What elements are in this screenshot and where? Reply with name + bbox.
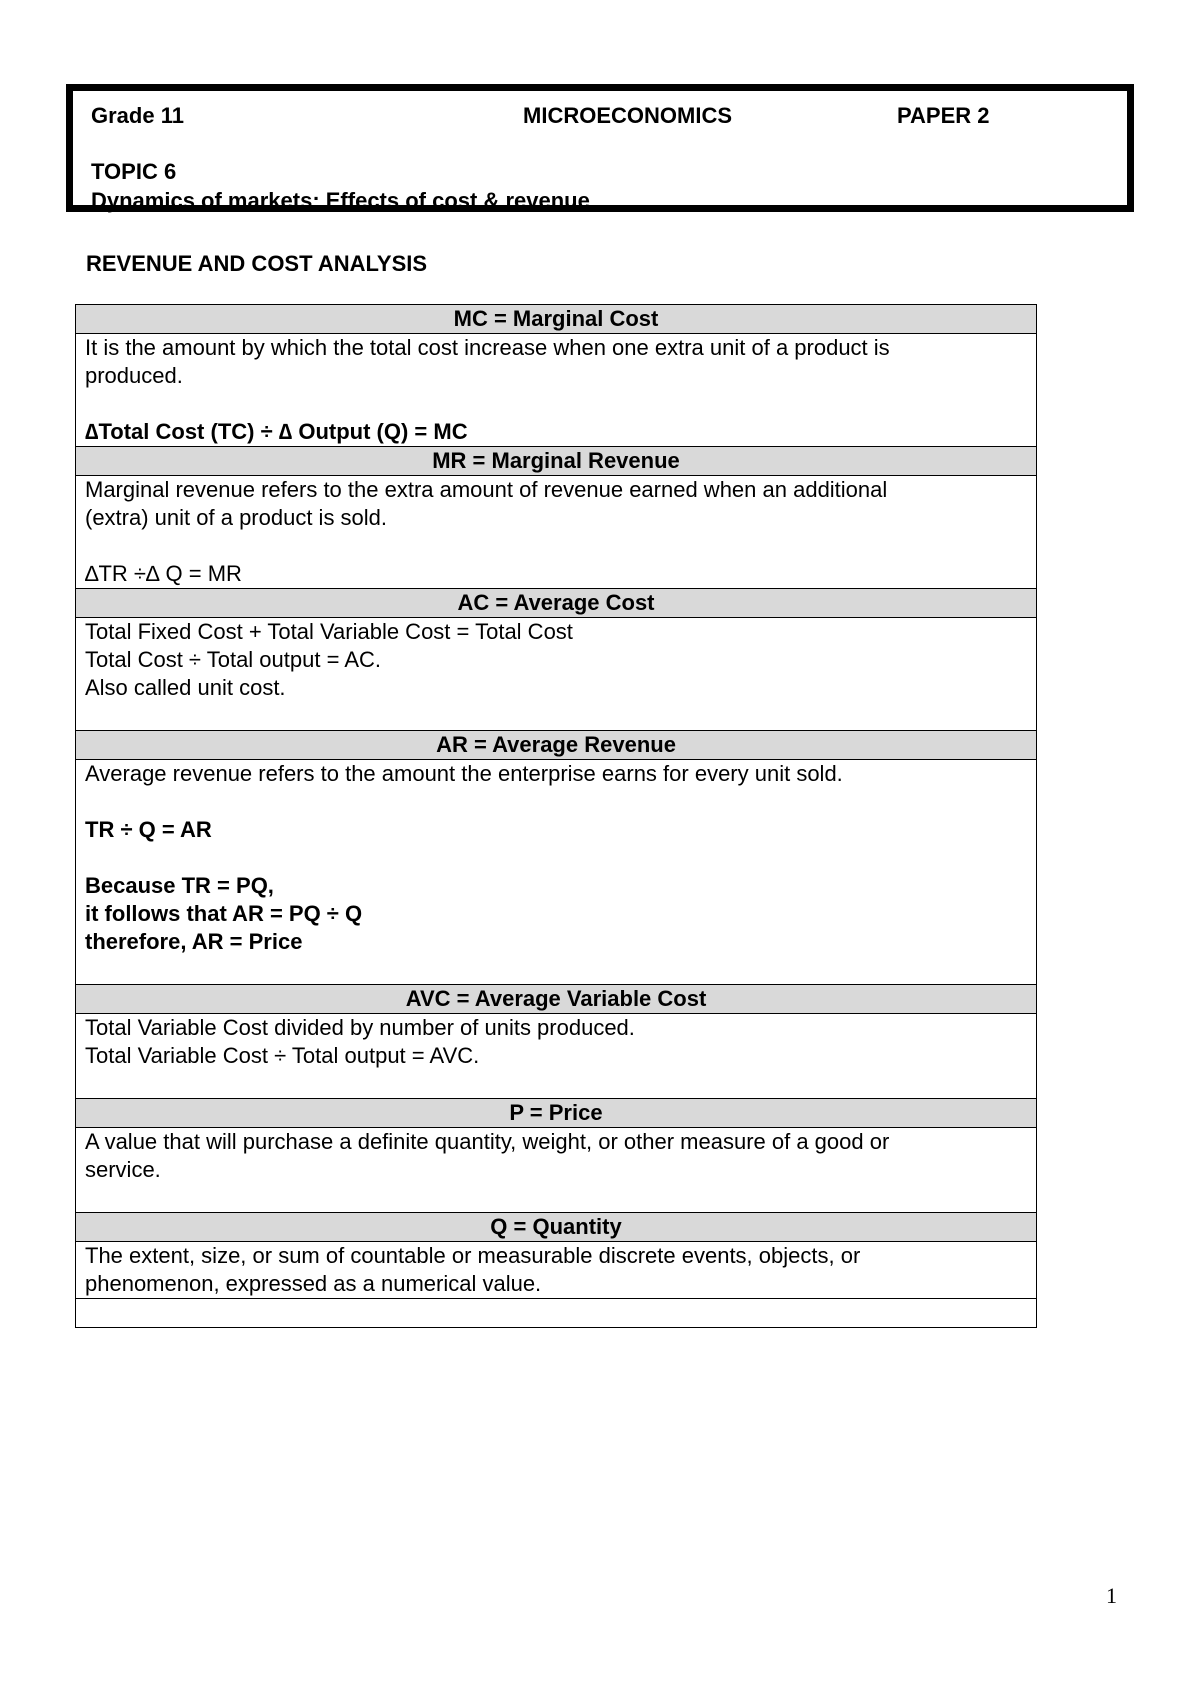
ar-because-1: Because TR = PQ, bbox=[85, 873, 274, 898]
ar-heading-row bbox=[76, 731, 1037, 760]
ac-heading: AC = Average Cost bbox=[76, 589, 1037, 618]
ar-body-row bbox=[76, 760, 1037, 985]
paper-label: PAPER 2 bbox=[897, 103, 990, 128]
q-body-row bbox=[76, 1242, 1037, 1299]
p-heading: P = Price bbox=[76, 1099, 1037, 1128]
mc-line2: produced. bbox=[85, 363, 183, 388]
subject-label: MICROECONOMICS bbox=[523, 103, 732, 128]
avc-line2: Total Variable Cost ÷ Total output = AVC. bbox=[85, 1043, 480, 1068]
mr-body bbox=[76, 476, 1037, 589]
mc-heading: MC = Marginal Cost bbox=[76, 305, 1037, 334]
mc-line1: It is the amount by which the total cost increase when one extra unit of a product is bbox=[85, 335, 890, 360]
ac-line3: Also called unit cost. bbox=[85, 675, 286, 700]
ar-line1: Average revenue refers to the amount the enterprise earns for every unit sold. bbox=[85, 761, 843, 786]
avc-body-row bbox=[76, 1014, 1037, 1099]
ac-heading-row bbox=[76, 589, 1037, 618]
avc-body bbox=[76, 1014, 1037, 1099]
empty-row bbox=[76, 1299, 1037, 1328]
mr-body-row bbox=[76, 476, 1037, 589]
mc-formula: ∆Total Cost (TC) ÷ ∆ Output (Q) = MC bbox=[85, 419, 468, 444]
avc-line1: Total Variable Cost divided by number of units produced. bbox=[85, 1015, 635, 1040]
header-box bbox=[66, 84, 1134, 212]
topic-title: Dynamics of markets: Effects of cost & revenue bbox=[91, 188, 590, 213]
avc-heading: AVC = Average Variable Cost bbox=[76, 985, 1037, 1014]
ar-because-2: it follows that AR = PQ ÷ Q bbox=[85, 901, 363, 926]
header-row bbox=[91, 103, 1109, 129]
definitions-table bbox=[75, 304, 1037, 1328]
avc-heading-row bbox=[76, 985, 1037, 1014]
q-line1: The extent, size, or sum of countable or measurable discrete events, objects, or bbox=[85, 1243, 861, 1268]
p-line1: A value that will purchase a definite quantity, weight, or other measure of a good or bbox=[85, 1129, 890, 1154]
p-body bbox=[76, 1128, 1037, 1213]
topic-label: TOPIC 6 bbox=[91, 159, 177, 184]
p-body-row bbox=[76, 1128, 1037, 1213]
mr-line2: (extra) unit of a product is sold. bbox=[85, 505, 388, 530]
mr-line1: Marginal revenue refers to the extra amount of revenue earned when an additional bbox=[85, 477, 888, 502]
mc-body-row bbox=[76, 334, 1037, 447]
section-title: REVENUE AND COST ANALYSIS bbox=[86, 251, 428, 276]
q-heading: Q = Quantity bbox=[76, 1213, 1037, 1242]
ac-body-row bbox=[76, 618, 1037, 731]
mc-body bbox=[76, 334, 1037, 447]
q-line2: phenomenon, expressed as a numerical value. bbox=[85, 1271, 542, 1296]
q-heading-row bbox=[76, 1213, 1037, 1242]
q-body bbox=[76, 1242, 1037, 1299]
grade-label: Grade 11 bbox=[91, 103, 184, 128]
ar-heading: AR = Average Revenue bbox=[76, 731, 1037, 760]
ac-line2: Total Cost ÷ Total output = AC. bbox=[85, 647, 382, 672]
mr-heading-row bbox=[76, 447, 1037, 476]
ar-formula: TR ÷ Q = AR bbox=[85, 817, 212, 842]
p-heading-row bbox=[76, 1099, 1037, 1128]
ac-body bbox=[76, 618, 1037, 731]
mr-heading: MR = Marginal Revenue bbox=[76, 447, 1037, 476]
ac-line1: Total Fixed Cost + Total Variable Cost = Total Cost bbox=[85, 619, 573, 644]
mr-formula: ∆TR ÷∆ Q = MR bbox=[85, 561, 242, 586]
empty-cell bbox=[76, 1299, 1037, 1328]
mc-heading-row bbox=[76, 305, 1037, 334]
ar-body bbox=[76, 760, 1037, 985]
p-line2: service. bbox=[85, 1157, 161, 1182]
page-number: 1 bbox=[1106, 1583, 1117, 1608]
ar-because-3: therefore, AR = Price bbox=[85, 929, 303, 954]
